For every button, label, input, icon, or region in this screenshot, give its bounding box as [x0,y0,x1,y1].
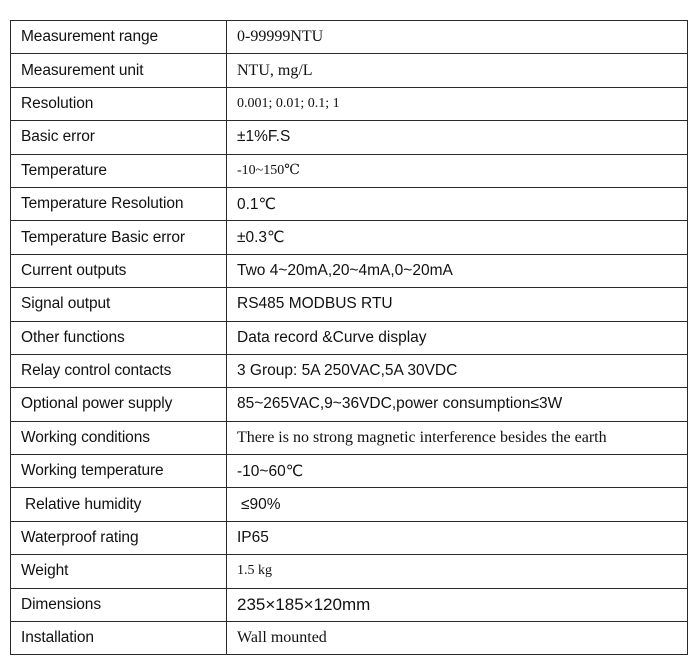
spec-value: There is no strong magnetic interference besides the earth [227,421,688,454]
spec-value: -10~60℃ [227,455,688,488]
table-row [11,455,688,488]
spec-value: ±1%F.S [227,121,688,154]
table-row [11,221,688,254]
spec-label: Waterproof rating [11,521,227,554]
table-row [11,588,688,621]
table-row [11,87,688,120]
spec-value: IP65 [227,521,688,554]
spec-label: Working conditions [11,421,227,454]
table-row [11,622,688,655]
spec-label: Working temperature [11,455,227,488]
table-row [11,187,688,220]
spec-value: Two 4~20mA,20~4mA,0~20mA [227,254,688,287]
spec-label: Temperature [11,154,227,187]
spec-label: Measurement range [11,21,227,54]
spec-value: ≤90% [227,488,688,521]
spec-label: Relative humidity [11,488,227,521]
spec-label: Weight [11,555,227,588]
table-row [11,21,688,54]
table-row [11,154,688,187]
table-row [11,54,688,87]
spec-label: Current outputs [11,254,227,287]
table-row [11,254,688,287]
spec-value: 0.001; 0.01; 0.1; 1 [227,87,688,120]
spec-label: Temperature Basic error [11,221,227,254]
spec-label: Relay control contacts [11,354,227,387]
spec-label: Installation [11,622,227,655]
table-row [11,321,688,354]
table-row [11,521,688,554]
spec-label: Resolution [11,87,227,120]
spec-value: -10~150℃ [227,154,688,187]
spec-label: Basic error [11,121,227,154]
spec-value: 1.5 kg [227,555,688,588]
spec-value: 85~265VAC,9~36VDC,power consumption≤3W [227,388,688,421]
spec-value: Wall mounted [227,622,688,655]
spec-label: Temperature Resolution [11,187,227,220]
spec-value: ±0.3℃ [227,221,688,254]
spec-value: Data record &Curve display [227,321,688,354]
spec-value: 3 Group: 5A 250VAC,5A 30VDC [227,354,688,387]
spec-value: 0-99999NTU [227,21,688,54]
spec-label: Dimensions [11,588,227,621]
table-row [11,555,688,588]
spec-label: Signal output [11,288,227,321]
spec-value: RS485 MODBUS RTU [227,288,688,321]
spec-label: Other functions [11,321,227,354]
spec-label: Optional power supply [11,388,227,421]
table-row [11,388,688,421]
spec-label: Measurement unit [11,54,227,87]
spec-value: 235×185×120mm [227,588,688,621]
spec-value: 0.1℃ [227,187,688,220]
table-row [11,421,688,454]
table-row [11,288,688,321]
table-row [11,121,688,154]
table-row [11,354,688,387]
specification-table [10,20,688,655]
spec-value: NTU, mg/L [227,54,688,87]
table-row [11,488,688,521]
